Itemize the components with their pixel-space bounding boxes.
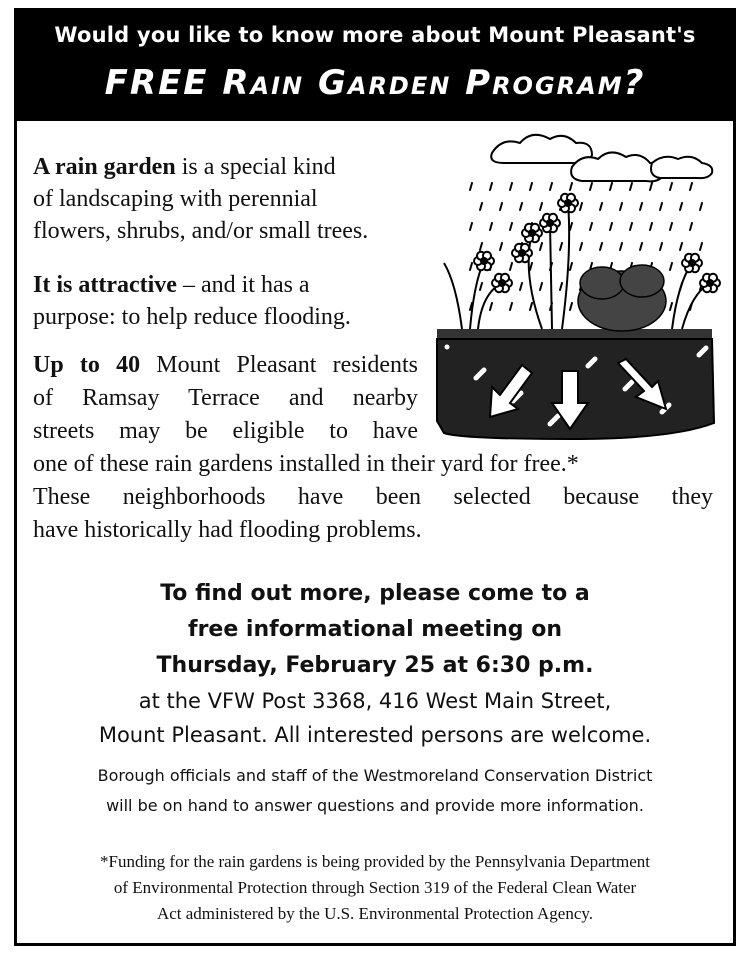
eligibility-text-3: streets may be eligible to have	[33, 418, 418, 444]
intro-paragraph	[33, 151, 413, 247]
eligibility-text-1: Mount Pleasant residents	[140, 352, 418, 378]
eligibility-text-6: have historically had flooding problems.	[33, 517, 422, 543]
intro-text-2: of landscaping with perennial	[33, 186, 318, 212]
officials-line-1: Borough officials and staff of the Westmoreland Conservation District	[97, 766, 653, 785]
intro-lead: A rain garden	[33, 154, 176, 180]
eligibility-text-5: These neighborhoods have been selected because they	[33, 484, 713, 510]
header-program-title: FREE Rain Garden Program?	[104, 63, 646, 103]
header-banner	[17, 11, 733, 121]
attractive-paragraph	[33, 269, 413, 333]
meeting-line-1: To find out more, please come to a	[160, 581, 590, 606]
meeting-location: at the VFW Post 3368, 416 West Main Street,	[138, 689, 612, 713]
meeting-welcome: Mount Pleasant. All interested persons are welcome.	[98, 723, 652, 747]
meeting-date-time: Thursday, February 25 at 6:30 p.m.	[156, 653, 594, 678]
funding-line-3: Act administered by the U.S. Environmental Protection Agency.	[156, 904, 594, 923]
eligibility-lead: Up to 40	[33, 352, 141, 378]
attractive-lead: It is attractive	[33, 272, 177, 298]
meeting-line-2: free informational meeting on	[188, 617, 562, 642]
officials-note	[17, 761, 733, 821]
rain-garden-illustration-icon	[422, 133, 722, 451]
header-question: Would you like to know more about Mount Pleasant's	[54, 23, 696, 47]
flyer	[14, 8, 736, 946]
attractive-text-2: purpose: to help reduce flooding.	[33, 304, 351, 330]
eligibility-text-2: of Ramsay Terrace and nearby	[33, 385, 418, 411]
intro-text-1: is a special kind	[175, 154, 336, 180]
officials-line-2: will be on hand to answer questions and provide more information.	[106, 796, 644, 815]
eligibility-text-4: one of these rain gardens installed in their yard for free.*	[33, 451, 579, 477]
intro-text-3: flowers, shrubs, and/or small trees.	[33, 218, 369, 244]
funding-line-2: of Environmental Protection through Section 319 of the Federal Clean Water	[113, 878, 637, 897]
funding-footnote	[17, 849, 733, 927]
funding-line-1: *Funding for the rain gardens is being provided by the Pennsylvania Department	[99, 852, 651, 871]
meeting-announcement	[17, 576, 733, 752]
attractive-text-1: – and it has a	[176, 272, 310, 298]
